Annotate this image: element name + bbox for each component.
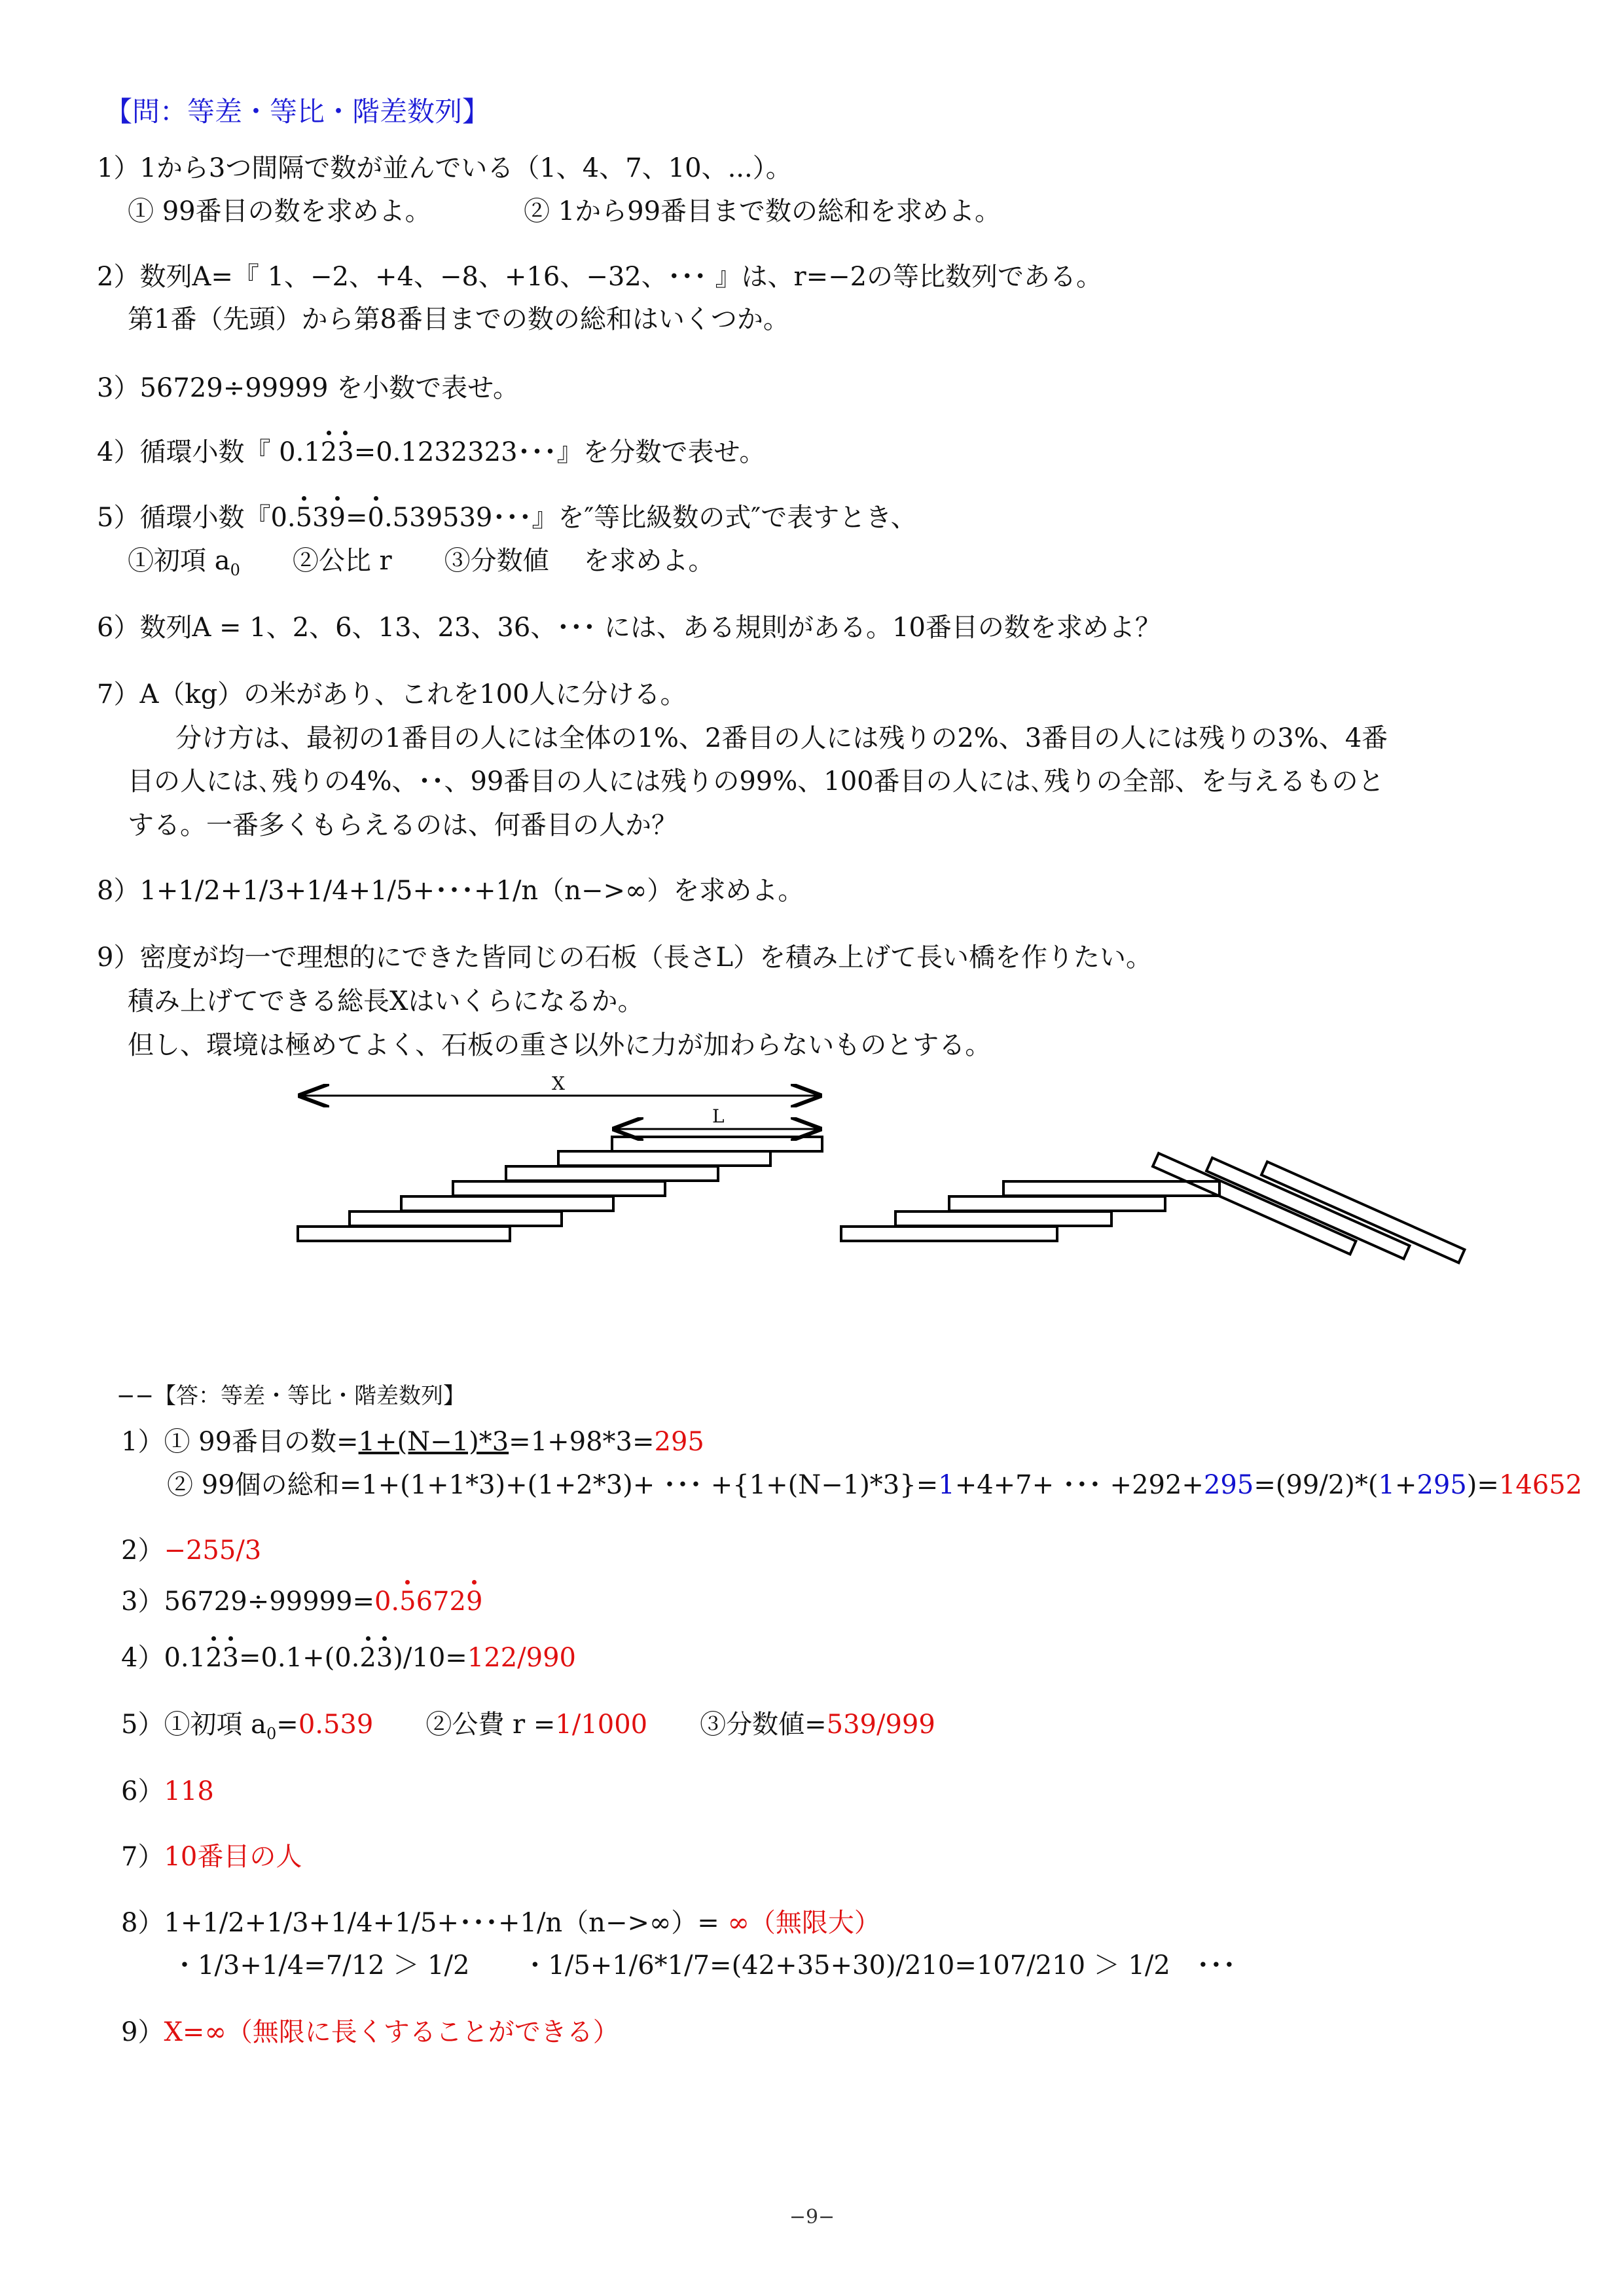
question-title: 【問：等差・等比・階差数列】 — [105, 96, 490, 128]
q9-line3: 但し、環境は極めてよく、石板の重さ以外に力が加わらないものとする。 — [128, 1030, 992, 1060]
label-x: X — [552, 1073, 565, 1094]
slab-r4 — [1003, 1181, 1219, 1196]
a3-text: 3）56729÷99999=0.56729 — [121, 1587, 483, 1617]
q7-line3: 目の人には､残りの4%、･･、99番目の人には残りの99%、100番目の人には､残りの全部、を与えるものと — [128, 766, 1384, 797]
q1-part1: ① 99番目の数を求めよ。 — [128, 196, 431, 226]
label-l: L — [712, 1105, 725, 1127]
q9-line2: 積み上げてできる総長Xはいくらになるか。 — [128, 986, 644, 1016]
q7-line4: する。一番多くもらえるのは、何番目の人か？ — [128, 810, 677, 840]
q1-part2: ② 1から99番目まで数の総和を求めよ。 — [524, 196, 1001, 226]
a9-text: 9）X=∞（無限に長くすることができる） — [121, 2017, 619, 2047]
page-number: −9− — [789, 2206, 835, 2229]
q3-text: 3）56729÷99999 を小数で表せ。 — [97, 373, 519, 403]
slab-r3 — [949, 1196, 1165, 1211]
a2-text: 2）−255/3 — [121, 1535, 262, 1566]
q2-line2: 第1番（先頭）から第8番目までの数の総和はいくつか。 — [128, 304, 789, 334]
q6-text: 6）数列A = 1、2、6、13、23、36、･･･ には、ある規則がある。10番目の数を求めよ？ — [97, 613, 1161, 643]
slab-3 — [401, 1196, 613, 1211]
q5-line2: ①初項 $a_0$ ②公比 r ③分数値 を求めよ。 — [128, 546, 715, 579]
slab-r2 — [895, 1211, 1111, 1226]
q5-line1: 5）循環小数『0.539=0.539539･･･』を″等比級数の式″で表すとき、 — [97, 503, 917, 533]
answer-title: −−【答：等差・等比・階差数列】 — [117, 1383, 465, 1409]
slab-r1 — [841, 1227, 1057, 1241]
a8-line1: 8）1+1/2+1/3+1/4+1/5+･･･+1/n（n−>∞）= ∞（無限大） — [121, 1908, 880, 1938]
slab-4 — [453, 1181, 665, 1196]
a1-line1: 1）① 99番目の数=1+(N−1)*3=1+98*3=295 — [121, 1427, 704, 1457]
q7-line1: 7）A（kg）の米があり、これを100人に分ける。 — [97, 679, 687, 709]
q9-line1: 9）密度が均一で理想的にできた皆同じの石板（長さL）を積み上げて長い橋を作りたい。 — [97, 942, 1153, 973]
a8-line2: ・1/3+1/4=7/12 ＞ 1/2 ・1/5+1/6*1/7=(42+35+30)/210=107/210 ＞ 1/2 ･･･ — [171, 1950, 1236, 1981]
slab-7 — [612, 1137, 822, 1151]
q4-text: 4）循環小数『 0.123=0.1232323･･･』を分数で表せ。 — [97, 437, 766, 467]
a5-text: 5）①初項 $a_0=0.539$ ②公費 r =1/1000 ③分数値=539/999 — [121, 1710, 935, 1743]
slab-r6 — [1206, 1158, 1409, 1259]
q1-line1: 1）1から3つ間隔で数が並んでいる（1、4、7、10、...）。 — [97, 153, 792, 183]
a4-text: 4）0.123=0.1+(0.23)/10=122/990 — [121, 1643, 576, 1673]
a7-text: 7）10番目の人 — [121, 1842, 302, 1872]
a1-line2: ② 99個の総和=1+(1+1*3)+(1+2*3)+ ･･･ +{1+(N−1)*3}=1+4+7+ ･･･ +292+295=(99/2)*(1+295)=14652 — [167, 1470, 1583, 1500]
slab-5 — [506, 1166, 718, 1181]
q2-line1: 2）数列A=『 1、−2、+4、−8、+16、−32、･･･ 』は、r=−2の等比数列である。 — [97, 262, 1103, 292]
slab-6 — [558, 1151, 770, 1166]
q7-line2: 分け方は、最初の1番目の人には全体の1%、2番目の人には残りの2%、3番目の人には残りの3%、4番 — [175, 723, 1388, 753]
q8-text: 8）1+1/2+1/3+1/4+1/5+･･･+1/n（n−>∞）を求めよ。 — [97, 876, 804, 906]
slab-1 — [298, 1227, 510, 1241]
a6-text: 6）118 — [121, 1776, 214, 1806]
slab-2 — [350, 1211, 562, 1226]
